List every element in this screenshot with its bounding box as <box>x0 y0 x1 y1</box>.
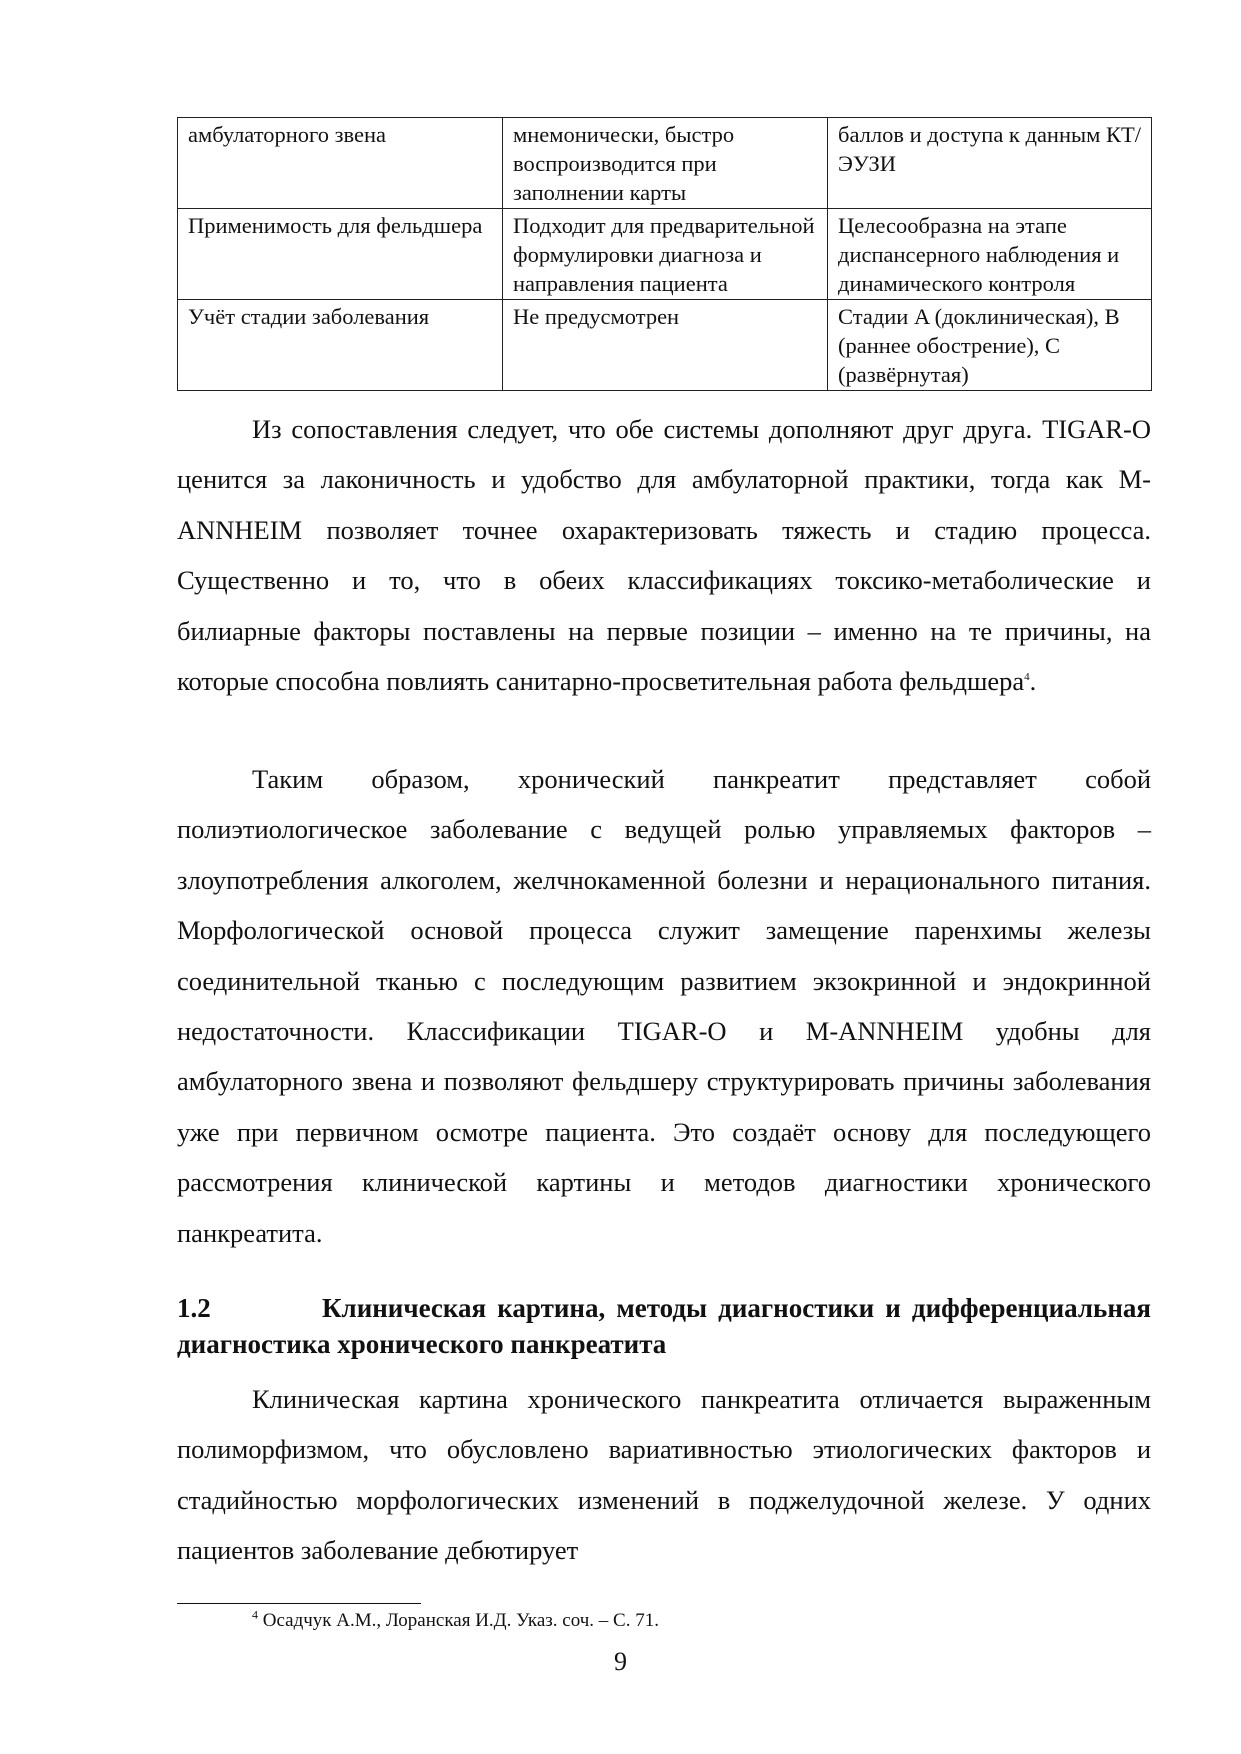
paragraph-comparison-conclusion <box>177 404 1151 706</box>
table-row <box>178 118 1152 209</box>
table-cell: Целесообразна на этапе диспансерного наблюдения и динамического контроля <box>828 209 1152 300</box>
comparison-table <box>177 117 1152 391</box>
table-cell: амбулаторного звена <box>178 118 503 209</box>
table-cell: Применимость для фельдшера <box>178 209 503 300</box>
footnote-reference[interactable]: 4 <box>1024 671 1030 684</box>
paragraph-text: Таким образом, хронический панкреатит представляет собой полиэтиологическое заболевание с ведущей ролью управляемых факторов – злоупотребления алкоголем, желчнокаменной болезни и нерационального питания. Морфологической основой процесса служит замещение паренхимы железы соединительной тканью с последующим развитием экзокринной и эндокринной недостаточности. Классификации TIGAR-O и M-ANNHEIM удобны для амбулаторного звена и позволяют фельдшеру структурировать причины заболевания уже при первичном осмотре пациента. Это создаёт основу для последующего рассмотрения клинической картины и методов диагностики хронического панкреатита. <box>177 764 1151 1248</box>
table-cell: Стадии A (доклиническая), B (раннее обострение), C (развёрнутая) <box>828 300 1152 391</box>
footnote <box>252 1609 659 1633</box>
section-number: 1.2 <box>177 1293 211 1323</box>
table-cell: Не предусмотрен <box>503 300 828 391</box>
paragraph-text <box>177 404 1151 706</box>
table-cell: Подходит для предварительной формулировки диагноза и направления пациента <box>503 209 828 300</box>
paragraph-clinical-picture <box>177 1374 1151 1576</box>
paragraph-body: Из сопоставления следует, что обе системы дополняют друг друга. TIGAR-O ценится за лаконичность и удобство для амбулаторной практики, тогда как M-ANNHEIM позволяет точнее охарактеризовать тяжесть и стадию процесса. Существенно и то, что в обеих классификациях токсико-метаболические и билиарные факторы поставлены на первые позиции – именно на те причины, на которые способна повлиять санитарно-просветительная работа фельдшера <box>177 414 1151 697</box>
paragraph-summary <box>177 754 1151 1258</box>
table-row <box>178 209 1152 300</box>
heading-gap <box>211 1293 322 1323</box>
table-row <box>178 300 1152 391</box>
footnote-separator <box>177 1603 421 1604</box>
section-title: Клиническая картина, методы диагностики и дифференциальная диагностика хронического панкреатита <box>177 1293 1151 1359</box>
table-cell: баллов и доступа к данным КТ/ЭУЗИ <box>828 118 1152 209</box>
footnote-text: Осадчук А.М., Лоранская И.Д. Указ. соч. – С. 71. <box>258 1610 659 1631</box>
table-cell: мнемонически, быстро воспроизводится при заполнении карты <box>503 118 828 209</box>
table-cell: Учёт стадии заболевания <box>178 300 503 391</box>
paragraph-end: . <box>1029 666 1037 697</box>
section-heading <box>177 1290 1151 1362</box>
footnote-number: 4 <box>252 1607 258 1622</box>
paragraph-text: Клиническая картина хронического панкреатита отличается выраженным полиморфизмом, что обусловлено вариативностью этиологических факторов и стадийностью морфологических изменений в поджелудочной железе. У одних пациентов заболевание дебютирует <box>177 1384 1151 1566</box>
page-number: 9 <box>614 1647 627 1676</box>
